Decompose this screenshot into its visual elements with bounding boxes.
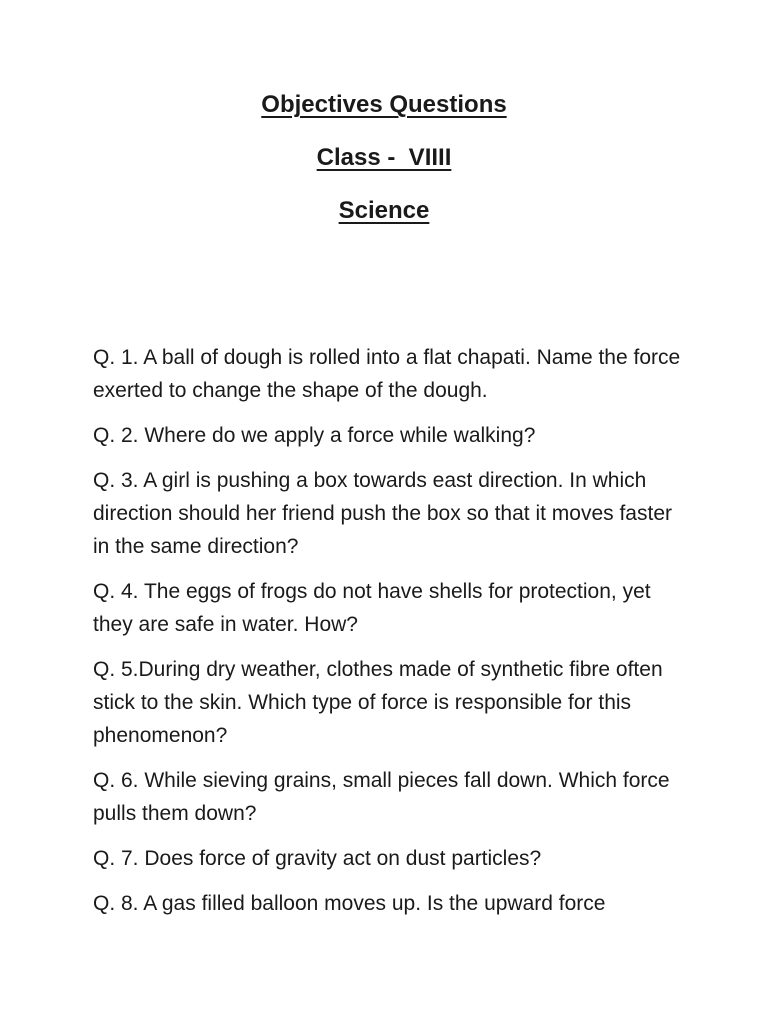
question-item: Q. 2. Where do we apply a force while walking? bbox=[93, 424, 536, 447]
question-item: Q. 7. Does force of gravity act on dust particles? bbox=[93, 847, 542, 870]
class-heading: Class - VIIII bbox=[316, 144, 452, 171]
question-item: Q. 4. The eggs of frogs do not have shells for protection, yet they are safe in water. How? bbox=[93, 580, 651, 636]
question-list bbox=[93, 341, 693, 932]
document-title: Objectives Questions bbox=[261, 91, 507, 118]
question-item: Q. 8. A gas filled balloon moves up. Is the upward force bbox=[93, 892, 606, 915]
subject-heading: Science bbox=[338, 197, 430, 224]
question-item: Q. 6. While sieving grains, small pieces fall down. Which force pulls them down? bbox=[93, 769, 670, 825]
question-item: Q. 3. A girl is pushing a box towards east direction. In which direction should her friend push the box so that it moves faster in the same direction? bbox=[93, 469, 672, 558]
question-item: Q. 1. A ball of dough is rolled into a flat chapati. Name the force exerted to change the shape of the dough. bbox=[93, 346, 681, 402]
question-item: Q. 5.During dry weather, clothes made of synthetic fibre often stick to the skin. Which type of force is responsible for this phenomenon? bbox=[93, 658, 663, 747]
